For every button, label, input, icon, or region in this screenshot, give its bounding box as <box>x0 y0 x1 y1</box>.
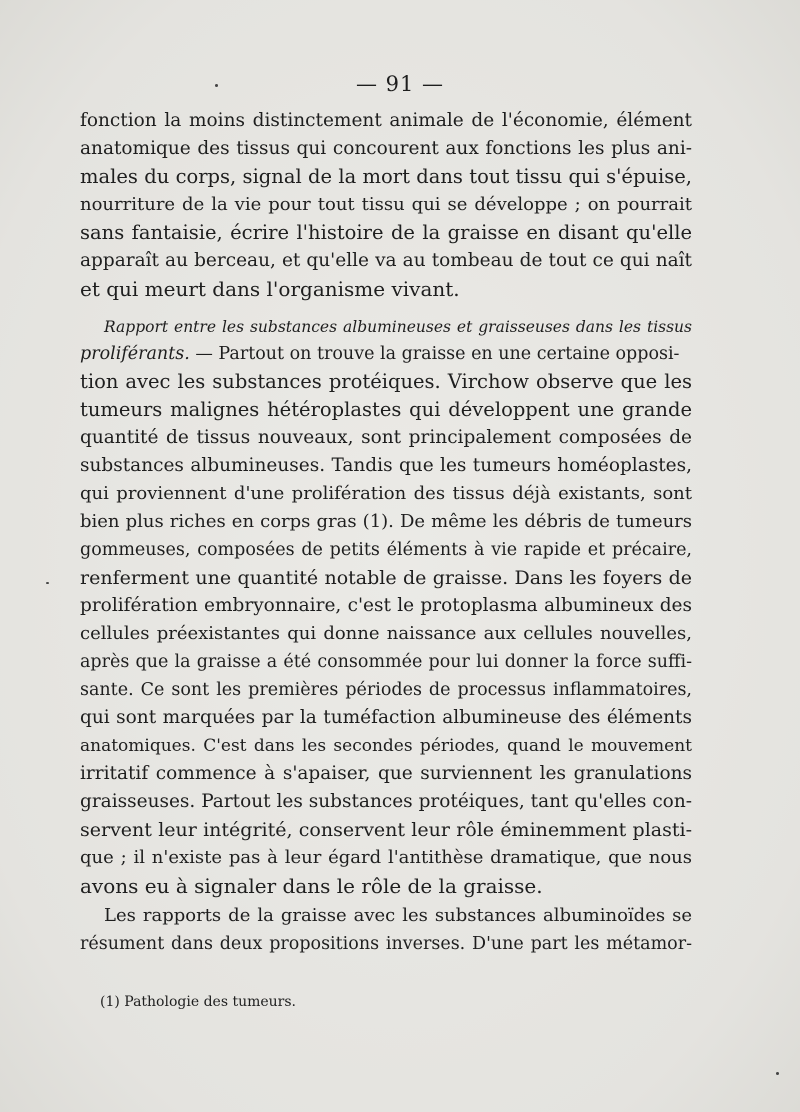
text-line: bien plus riches en corps gras (1). De même les débris de tumeurs <box>80 511 692 532</box>
text-line: graisseuses. Partout les substances protéiques, tant qu'elles con- <box>80 791 692 812</box>
text-line: qui proviennent d'une prolifération des tissus déjà existants, sont <box>80 483 692 504</box>
text-line: prolifération embryonnaire, c'est le protoplasma albumineux des <box>80 595 692 616</box>
text-line: gommeuses, composées de petits éléments à vie rapide et précaire, <box>80 540 692 560</box>
text-line: apparaît au berceau, et qu'elle va au tombeau de tout ce qui naît <box>80 250 692 271</box>
text-line: qui sont marquées par la tuméfaction albumineuse des éléments <box>80 707 692 728</box>
text-line: renferment une quantité notable de graisse. Dans les foyers de <box>80 567 692 589</box>
text-line: sans fantaisie, écrire l'histoire de la graisse en disant qu'elle <box>80 221 692 244</box>
text-line: anatomiques. C'est dans les secondes périodes, quand le mouvement <box>80 736 692 756</box>
text-line: substances albumineuses. Tandis que les tumeurs homéoplastes, <box>80 455 692 476</box>
text-line: servent leur intégrité, conservent leur rôle éminemment plasti- <box>80 819 692 841</box>
scan-speck <box>776 1072 779 1075</box>
text-line: Les rapports de la graisse avec les substances albuminoïdes se <box>104 905 692 926</box>
text-line: males du corps, signal de la mort dans tout tissu qui s'épuise, <box>80 165 692 188</box>
paragraph-start: — Partout on trouve la graisse en une certaine opposi- <box>189 344 680 364</box>
text-line: cellules préexistantes qui donne naissance aux cellules nouvelles, <box>80 623 692 644</box>
text-line: nourriture de la vie pour tout tissu qui se développe ; on pourrait <box>80 194 692 215</box>
text-line: avons eu à signaler dans le rôle de la graisse. <box>80 874 543 898</box>
text-line: irritatif commence à s'apaiser, que surviennent les granulations <box>80 763 692 784</box>
text-line <box>80 340 692 368</box>
text-line: sante. Ce sont les premières périodes de processus inflammatoires, <box>80 680 692 700</box>
text-line: anatomique des tissus qui concourent aux fonctions les plus ani- <box>80 138 692 159</box>
text-line: résument dans deux propositions inverses. D'une part les métamor- <box>80 934 692 954</box>
text-line: tion avec les substances protéiques. Virchow observe que les <box>80 370 692 393</box>
text-line: tumeurs malignes hétéroplastes qui développent une grande <box>80 398 692 421</box>
section-heading: Rapport entre les substances albumineuses et graisseuses dans les tissus <box>104 318 692 336</box>
text-line: après que la graisse a été consommée pour lui donner la force suffi- <box>80 652 692 672</box>
section-heading-end: proliférants. <box>80 344 190 364</box>
footnote: (1) Pathologie des tumeurs. <box>100 994 296 1010</box>
text-line: quantité de tissus nouveaux, sont principalement composées de <box>80 427 692 448</box>
text-line: que ; il n'existe pas à leur égard l'antithèse dramatique, que nous <box>80 847 692 868</box>
scan-speck <box>46 582 49 584</box>
text-line: fonction la moins distinctement animale de l'économie, élément <box>80 110 692 131</box>
scan-speck <box>215 84 218 87</box>
page-number: — 91 — <box>355 72 445 96</box>
text-line: et qui meurt dans l'organisme vivant. <box>80 277 460 301</box>
